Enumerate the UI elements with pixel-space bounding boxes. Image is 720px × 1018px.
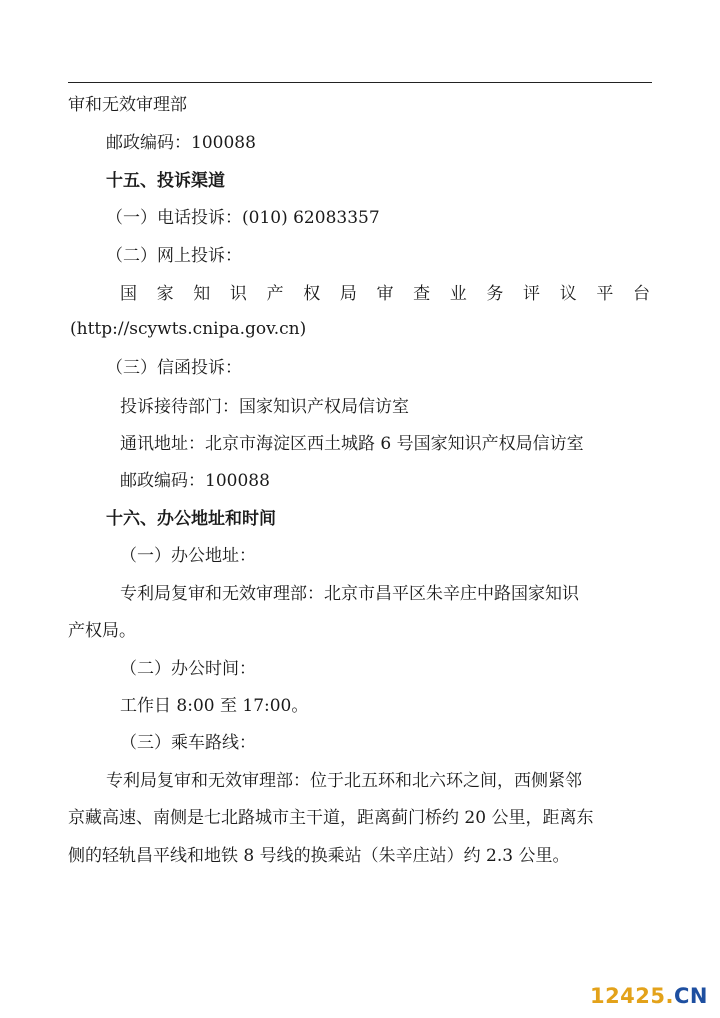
platform-char: 权 <box>303 284 321 304</box>
platform-char: 查 <box>413 284 431 304</box>
office-address-heading: （一）办公地址： <box>120 546 256 566</box>
platform-char: 国 <box>120 284 137 304</box>
platform-char: 业 <box>449 284 467 304</box>
section-heading-office: 十六、办公地址和时间 <box>106 509 276 529</box>
transit-line: 专利局复审和无效审理部：位于北五环和北六环之间，西侧紧邻 <box>106 771 582 791</box>
letter-complaint-line: （三）信函投诉： <box>106 358 242 378</box>
transit-line: 京藏高速、南侧是七北路城市主干道，距离蓟门桥约 20 公里，距离东 <box>68 808 594 828</box>
transit-line: 侧的轻轨昌平线和地铁 8 号线的换乘站（朱辛庄站）约 2.3 公里。 <box>68 846 570 866</box>
platform-char: 务 <box>486 284 504 304</box>
platform-char: 家 <box>156 284 174 304</box>
platform-char: 评 <box>523 284 541 304</box>
reception-dept-line: 投诉接待部门：国家知识产权局信访室 <box>120 397 409 417</box>
section-heading-complaints: 十五、投诉渠道 <box>106 171 225 191</box>
platform-name-line <box>120 283 650 305</box>
postal-code-line: 邮政编码：100088 <box>106 133 256 153</box>
platform-char: 台 <box>632 284 650 304</box>
office-hours-line: 工作日 8:00 至 17:00。 <box>120 696 309 716</box>
header-rule <box>68 82 652 83</box>
platform-char: 审 <box>376 284 394 304</box>
text-line: 审和无效审理部 <box>68 95 187 115</box>
office-address-line: 专利局复审和无效审理部：北京市昌平区朱辛庄中路国家知识 <box>120 584 579 604</box>
postal-code-line: 邮政编码：100088 <box>120 471 270 491</box>
mailing-address-line: 通讯地址：北京市海淀区西土城路 6 号国家知识产权局信访室 <box>120 434 584 454</box>
watermark-tld: CN <box>674 984 708 1008</box>
office-hours-heading: （二）办公时间： <box>120 659 256 679</box>
platform-char: 议 <box>559 284 577 304</box>
platform-char: 局 <box>339 284 357 304</box>
online-complaint-line: （二）网上投诉： <box>106 246 242 266</box>
transit-heading: （三）乘车路线： <box>120 733 256 753</box>
watermark-dot: . <box>665 984 674 1008</box>
platform-char: 知 <box>193 284 211 304</box>
platform-char: 平 <box>596 284 614 304</box>
site-watermark-logo <box>590 984 708 1008</box>
platform-char: 产 <box>266 284 284 304</box>
phone-complaint-line: （一）电话投诉：(010) 62083357 <box>106 208 380 228</box>
office-address-line-cont: 产权局。 <box>68 621 136 641</box>
platform-url: (http://scywts.cnipa.gov.cn) <box>70 319 307 339</box>
platform-char: 识 <box>229 284 247 304</box>
watermark-number: 12425 <box>589 984 666 1008</box>
